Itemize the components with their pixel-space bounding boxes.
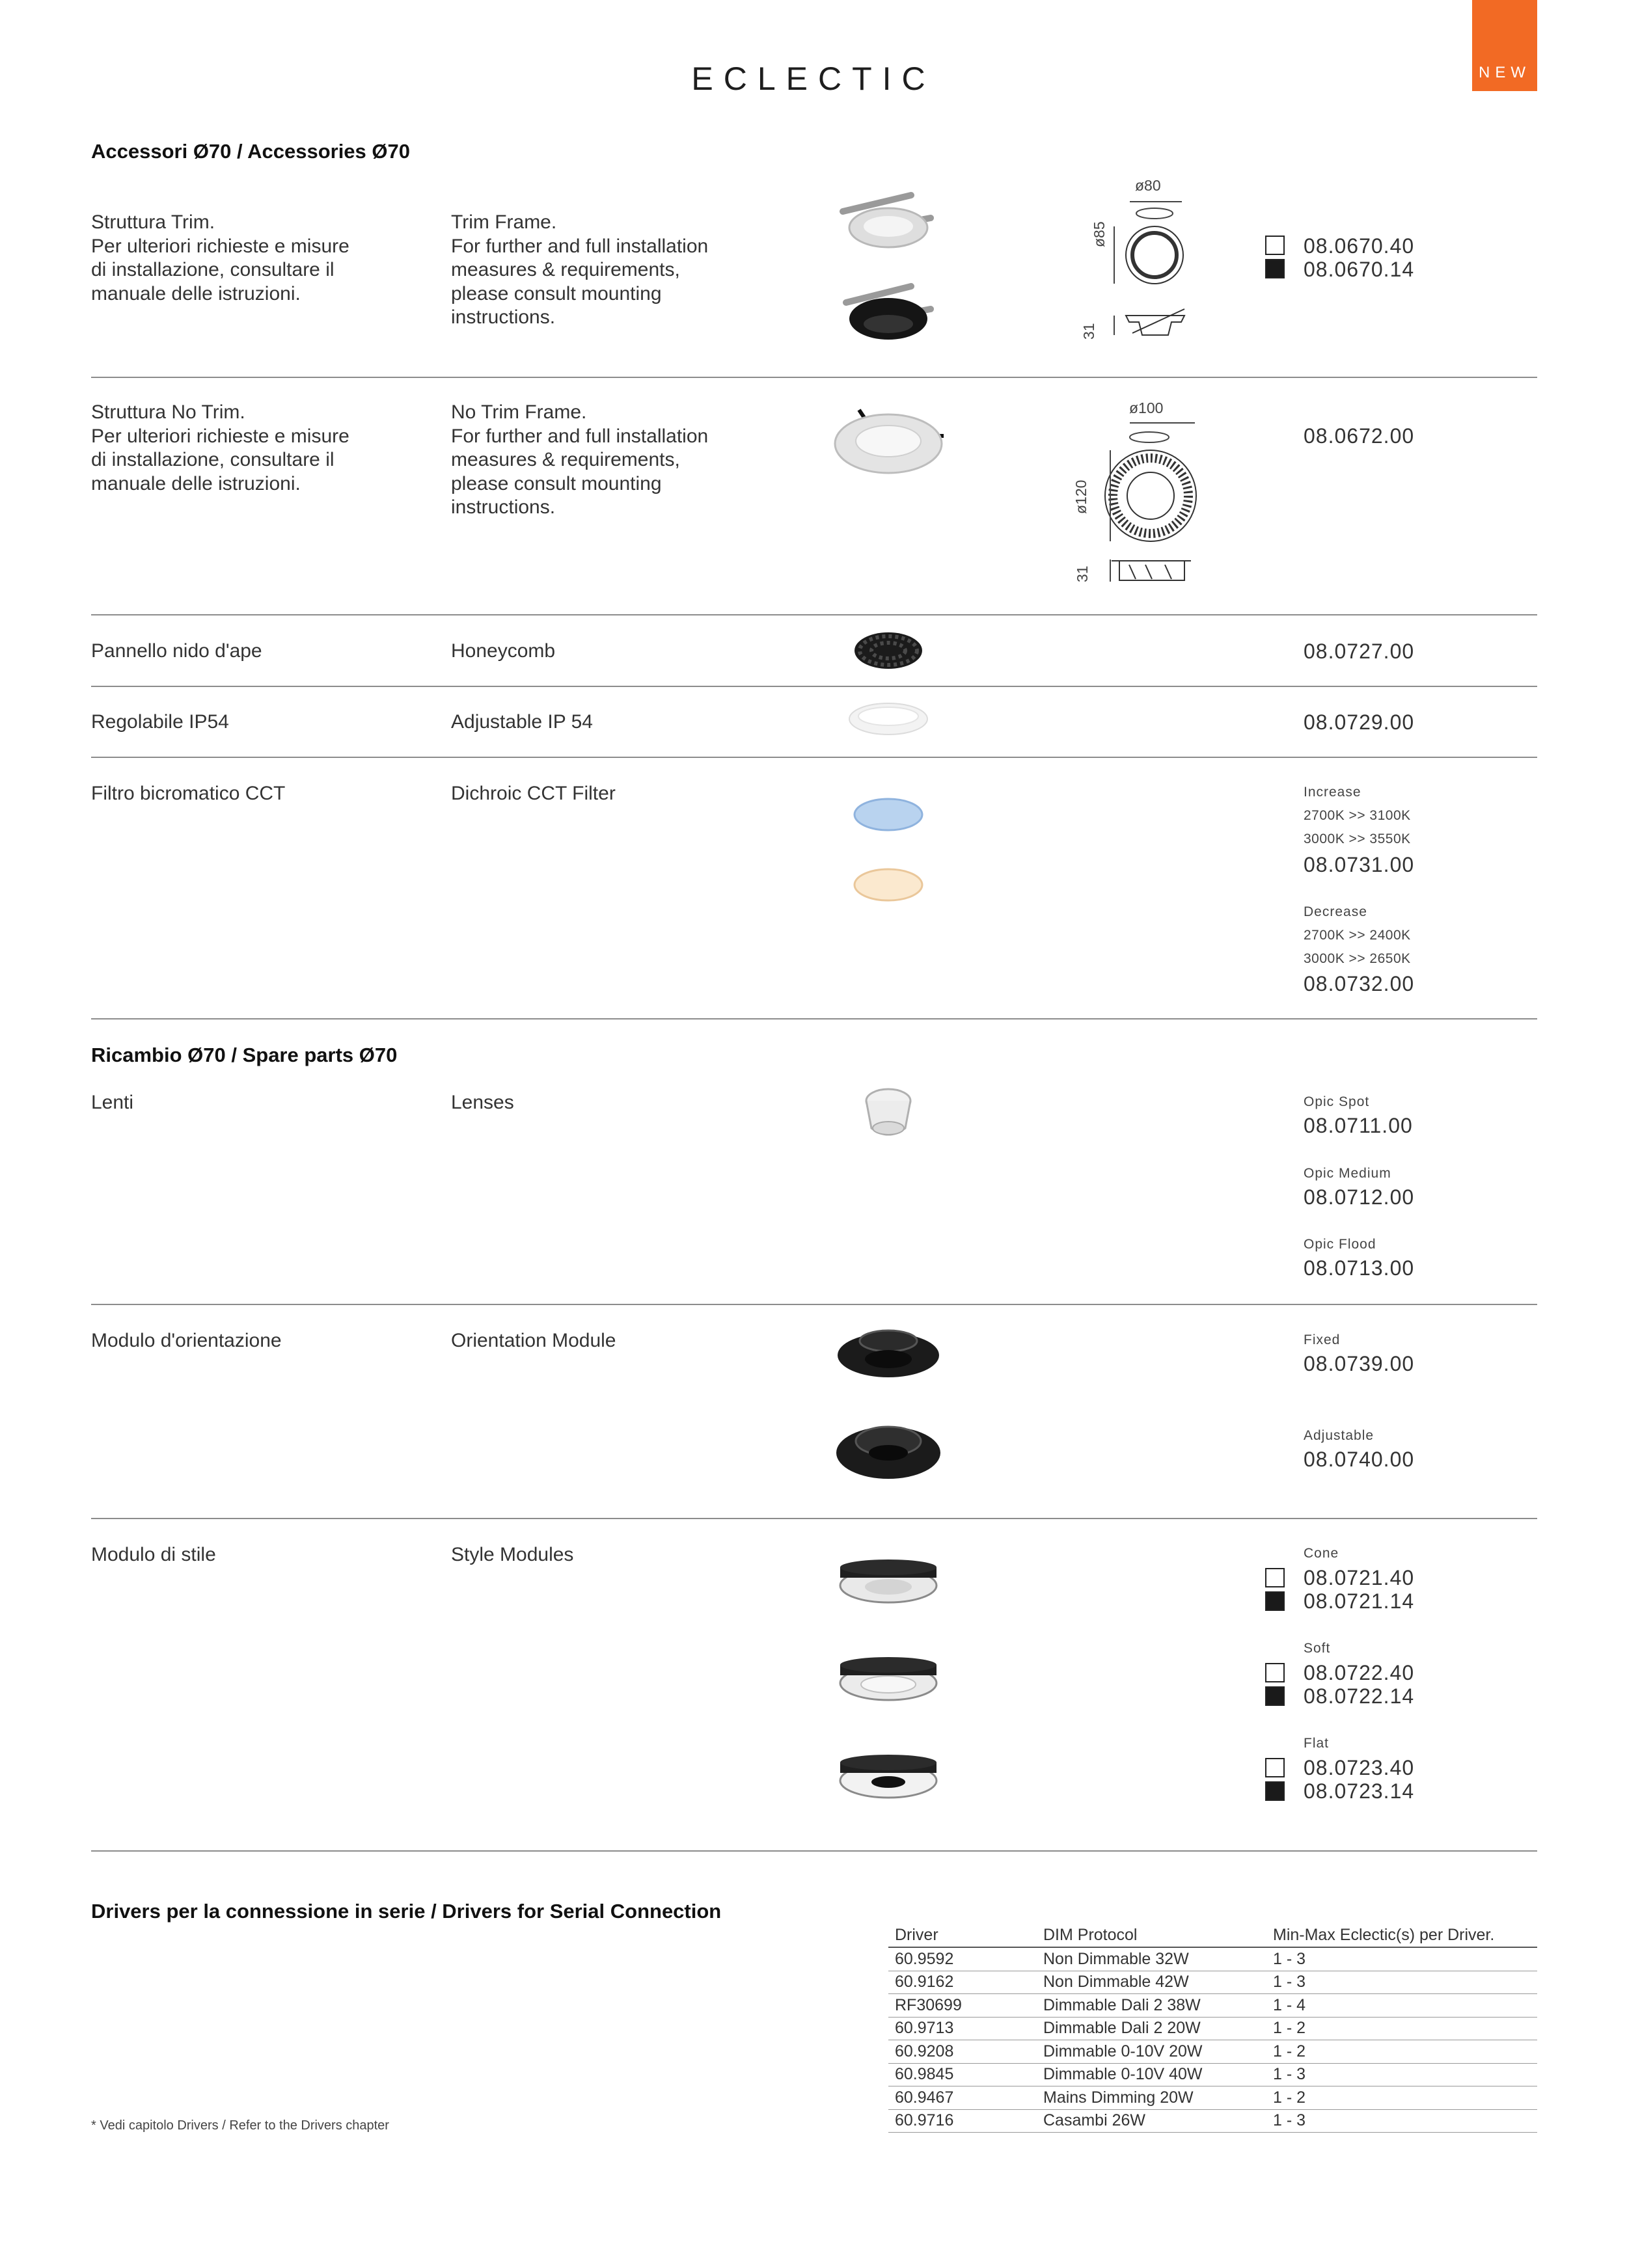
trim-frame-black-image <box>846 286 931 340</box>
text-line: please consult mounting <box>451 282 662 304</box>
table-row <box>888 2040 1537 2064</box>
fixed-code: 08.0739.00 <box>1304 1352 1415 1375</box>
accessories-heading: Accessori Ø70 / Accessories Ø70 <box>91 140 410 163</box>
increase-label: Increase <box>1304 785 1361 800</box>
trim-frame-top-diameter: ø80 <box>1135 177 1161 194</box>
table-row <box>888 1971 1537 1994</box>
section-divider <box>91 377 1537 378</box>
drivers-footnote: * Vedi capitolo Drivers / Refer to the Drivers chapter <box>91 2118 389 2133</box>
soft-label: Soft <box>1304 1641 1331 1656</box>
dim-protocol-cell: Mains Dimming 20W <box>1037 2086 1266 2110</box>
dim-protocol-cell: Dimmable Dali 2 38W <box>1037 1994 1266 2018</box>
table-row <box>888 2109 1537 2133</box>
trim-frame-product-image <box>827 182 957 364</box>
trim-frame-code-white: 08.0670.40 <box>1304 234 1415 258</box>
section-divider <box>91 757 1537 758</box>
opic-flood-label: Opic Flood <box>1304 1237 1376 1252</box>
cone-label: Cone <box>1304 1546 1339 1561</box>
text-line: instructions. <box>451 496 556 518</box>
soft-code-white: 08.0722.40 <box>1304 1661 1415 1684</box>
adjustable-code: 08.0740.00 <box>1304 1448 1415 1471</box>
driver-code-cell: 60.9592 <box>888 1947 1037 1971</box>
driver-code-cell: 60.9845 <box>888 2063 1037 2086</box>
text-line: Struttura No Trim. <box>91 401 245 423</box>
driver-code-cell: RF30699 <box>888 1994 1037 2018</box>
adjustable-label: Adjustable <box>1304 1428 1374 1443</box>
section-divider <box>91 1518 1537 1519</box>
decrease-temperature-range: 2700K >> 2400K <box>1304 928 1411 943</box>
no-trim-frame-italian-description <box>91 401 349 496</box>
ip54-code: 08.0729.00 <box>1304 710 1415 734</box>
page-title: ECLECTIC <box>691 61 936 97</box>
min-max-cell: 1 - 3 <box>1266 1947 1537 1971</box>
table-row <box>888 2017 1537 2040</box>
style-modules-english-label: Style Modules <box>451 1544 574 1565</box>
dim-protocol-cell: Non Dimmable 42W <box>1037 1971 1266 1994</box>
min-max-cell: 1 - 2 <box>1266 2017 1537 2040</box>
style-modules-product-image <box>836 1558 940 1818</box>
honeycomb-english-label: Honeycomb <box>451 640 556 662</box>
text-line: For further and full installation <box>451 425 709 447</box>
lens-product-image <box>849 1081 927 1146</box>
table-header-row <box>888 1923 1537 1947</box>
opic-medium-label: Opic Medium <box>1304 1166 1391 1181</box>
text-line: manuale delle istruzioni. <box>91 282 301 304</box>
cct-filter-italian-label: Filtro bicromatico CCT <box>91 783 286 804</box>
dim-protocol-column-header: DIM Protocol <box>1037 1923 1266 1947</box>
warm-filter-image <box>855 869 922 900</box>
flat-module-image <box>840 1755 937 1798</box>
no-trim-frame-english-description <box>451 401 708 520</box>
min-max-cell: 1 - 4 <box>1266 1994 1537 2018</box>
cone-code-white: 08.0721.40 <box>1304 1566 1415 1589</box>
flat-code-black: 08.0723.14 <box>1304 1779 1415 1803</box>
trim-frame-height: 31 <box>1080 323 1097 340</box>
no-trim-frame-product-image <box>827 397 957 488</box>
trim-frame-code-black: 08.0670.14 <box>1304 258 1415 281</box>
drivers-table <box>888 1923 1537 2133</box>
orientation-module-product-image <box>833 1317 944 1493</box>
min-max-cell: 1 - 3 <box>1266 2109 1537 2133</box>
ip54-italian-label: Regolabile IP54 <box>91 711 229 733</box>
table-row <box>888 1947 1537 1971</box>
section-divider <box>91 1304 1537 1305</box>
decrease-label: Decrease <box>1304 904 1367 919</box>
text-line: instructions. <box>451 306 556 328</box>
black-finish-swatch <box>1265 1591 1285 1611</box>
orientation-module-english-label: Orientation Module <box>451 1330 616 1351</box>
opic-flood-code: 08.0713.00 <box>1304 1256 1415 1280</box>
table-row <box>888 2086 1537 2110</box>
section-divider <box>91 614 1537 615</box>
section-divider <box>91 1018 1537 1019</box>
text-line: di installazione, consultare il <box>91 259 335 280</box>
text-line: Struttura Trim. <box>91 211 215 233</box>
lenses-english-label: Lenses <box>451 1092 514 1113</box>
increase-temperature-range: 2700K >> 3100K <box>1304 808 1411 823</box>
cct-filter-product-image <box>849 794 927 911</box>
trim-frame-white-image <box>843 195 931 247</box>
cct-filter-english-label: Dichroic CCT Filter <box>451 783 616 804</box>
min-max-column-header: Min-Max Eclectic(s) per Driver. <box>1266 1923 1537 1947</box>
style-modules-italian-label: Modulo di stile <box>91 1544 216 1565</box>
table-row <box>888 1994 1537 2018</box>
increase-temperature-range: 3000K >> 3550K <box>1304 831 1411 846</box>
flat-code-white: 08.0723.40 <box>1304 1756 1415 1779</box>
white-finish-swatch <box>1265 1568 1285 1587</box>
decrease-filter-code: 08.0732.00 <box>1304 972 1415 995</box>
dim-protocol-cell: Dimmable 0-10V 40W <box>1037 2063 1266 2086</box>
fixed-label: Fixed <box>1304 1332 1341 1347</box>
soft-module-image <box>840 1657 937 1700</box>
text-line: For further and full installation <box>451 235 709 257</box>
text-line: measures & requirements, <box>451 449 680 470</box>
dim-protocol-cell: Dimmable 0-10V 20W <box>1037 2040 1266 2064</box>
increase-filter-code: 08.0731.00 <box>1304 853 1415 876</box>
text-line: Per ulteriori richieste e misure <box>91 425 349 447</box>
adjustable-module-image <box>836 1427 940 1479</box>
driver-column-header: Driver <box>888 1923 1037 1947</box>
honeycomb-code: 08.0727.00 <box>1304 640 1415 663</box>
min-max-cell: 1 - 2 <box>1266 2086 1537 2110</box>
driver-code-cell: 60.9716 <box>888 2109 1037 2133</box>
driver-code-cell: 60.9208 <box>888 2040 1037 2064</box>
honeycomb-italian-label: Pannello nido d'ape <box>91 640 262 662</box>
driver-code-cell: 60.9713 <box>888 2017 1037 2040</box>
no-trim-frame-code: 08.0672.00 <box>1304 424 1415 448</box>
black-finish-swatch <box>1265 259 1285 278</box>
section-divider <box>91 686 1537 687</box>
soft-code-black: 08.0722.14 <box>1304 1684 1415 1708</box>
lenses-italian-label: Lenti <box>91 1092 134 1113</box>
dim-protocol-cell: Non Dimmable 32W <box>1037 1947 1266 1971</box>
honeycomb-product-image <box>853 630 924 671</box>
white-finish-swatch <box>1265 236 1285 255</box>
no-trim-frame-top-diameter: ø100 <box>1129 399 1164 416</box>
opic-medium-code: 08.0712.00 <box>1304 1185 1415 1209</box>
min-max-cell: 1 - 3 <box>1266 1971 1537 1994</box>
cool-filter-image <box>855 799 922 830</box>
cone-module-image <box>840 1559 937 1602</box>
ip54-english-label: Adjustable IP 54 <box>451 711 593 733</box>
driver-code-cell: 60.9467 <box>888 2086 1037 2110</box>
text-line: di installazione, consultare il <box>91 449 335 470</box>
black-finish-swatch <box>1265 1781 1285 1801</box>
trim-frame-italian-description <box>91 211 349 306</box>
new-badge: NEW <box>1472 0 1537 91</box>
drivers-heading: Drivers per la connessione in serie / Drivers for Serial Connection <box>91 1900 722 1923</box>
black-finish-swatch <box>1265 1686 1285 1706</box>
opic-spot-label: Opic Spot <box>1304 1094 1370 1109</box>
cone-code-black: 08.0721.14 <box>1304 1589 1415 1613</box>
trim-frame-dimension-drawing <box>1067 176 1197 345</box>
section-divider <box>91 1850 1537 1852</box>
text-line: manuale delle istruzioni. <box>91 472 301 494</box>
dim-protocol-cell: Dimmable Dali 2 20W <box>1037 2017 1266 2040</box>
text-line: Trim Frame. <box>451 211 557 233</box>
white-finish-swatch <box>1265 1758 1285 1777</box>
trim-frame-english-description <box>451 211 708 330</box>
text-line: measures & requirements, <box>451 259 680 280</box>
decrease-temperature-range: 3000K >> 2650K <box>1304 951 1411 966</box>
flat-label: Flat <box>1304 1736 1330 1751</box>
driver-code-cell: 60.9162 <box>888 1971 1037 1994</box>
text-line: Per ulteriori richieste e misure <box>91 235 349 257</box>
spare-parts-heading: Ricambio Ø70 / Spare parts Ø70 <box>91 1044 398 1066</box>
dim-protocol-cell: Casambi 26W <box>1037 2109 1266 2133</box>
min-max-cell: 1 - 3 <box>1266 2063 1537 2086</box>
no-trim-frame-height: 31 <box>1074 565 1091 582</box>
text-line: No Trim Frame. <box>451 401 587 423</box>
trim-frame-side-diameter: ø85 <box>1091 221 1108 247</box>
orientation-module-italian-label: Modulo d'orientazione <box>91 1330 282 1351</box>
white-finish-swatch <box>1265 1663 1285 1682</box>
no-trim-frame-side-diameter: ø120 <box>1073 479 1089 514</box>
fixed-module-image <box>838 1330 939 1377</box>
text-line: please consult mounting <box>451 472 662 494</box>
ip54-product-image <box>846 699 931 745</box>
table-row <box>888 2063 1537 2086</box>
opic-spot-code: 08.0711.00 <box>1304 1114 1413 1137</box>
min-max-cell: 1 - 2 <box>1266 2040 1537 2064</box>
